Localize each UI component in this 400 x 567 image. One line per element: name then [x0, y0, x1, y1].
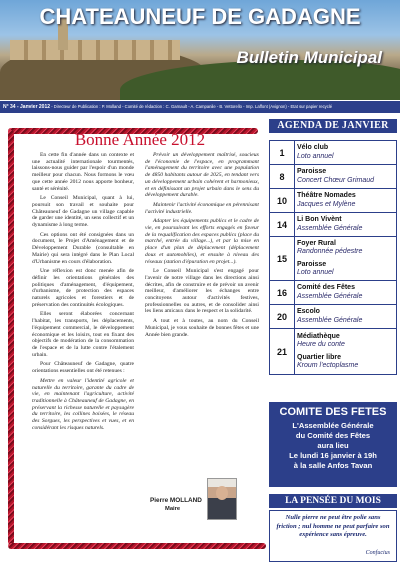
event-detail: Loto annuel [297, 152, 334, 160]
paragraph: Le Conseil Municipal s'est engagé pour l'avenir de notre village dans les directions ainsi décrites, afin de construire et de prévoir un avenir meilleur, d'améliorer les échanges entre concitoyens autour d'activités festives, professionnelles ou autres, et de consolider ainsi les liens amicaux dans le respect et la solidarité. [145, 268, 259, 315]
paragraph: Maintenir l'activité économique en pérennisant l'activité industrielle. [145, 201, 259, 215]
event-detail: Assemblée Générale [297, 224, 363, 232]
event-detail: Randonnée pédestre [297, 248, 363, 255]
agenda-day: 10 [270, 189, 295, 213]
village-houses [10, 40, 180, 60]
agenda-table [269, 140, 397, 375]
event-name: Médiathèque [297, 332, 340, 340]
agenda-title: AGENDA DE JANVIER [269, 119, 397, 133]
agenda-day: 14 [270, 213, 295, 237]
agenda-events [295, 141, 397, 165]
credits-band [0, 101, 400, 113]
mayor-photo [207, 478, 237, 520]
agenda-day: 15 [270, 237, 295, 281]
paragraph: Ces options ont été consignées dans un document, le Projet d'Aménagement et de Développement Durable (consultable en Mairie) qui sera intégré dans le Plan Local d'Urbanisme en cours d'élaboration. [32, 231, 134, 265]
agenda-events [295, 189, 397, 213]
comite-line: aura lieu [317, 441, 349, 450]
event-name: Escolo [297, 308, 320, 315]
paragraph: Pour Châteauneuf de Gadagne, quatre orientations essentielles ont été retenues : [32, 361, 134, 375]
agenda-events [295, 329, 397, 375]
event-name: Vélo club [297, 144, 329, 151]
paragraph: Prévoir un développement maîtrisé, soucieux de l'économie de l'espace, en programmant l'aménagement du territoire avec une population de 4850 habitants autour de 2025, en tendant vers un développement urbain cohérent et harmonieux, et en définissant un projet urbain dans le sens du développement durable. [145, 152, 259, 199]
agenda-row [270, 141, 397, 165]
issue-number: N° 34 - Janvier 2012 [3, 104, 51, 110]
event-detail: Assemblée Générale [297, 316, 363, 324]
paragraph: Adapter les équipements publics et le cadre de vie, en poursuivant les efforts engagés en faveur de la requalification des espaces publics (place du marché, entrée du village...), et par la mise en place d'un plan de déplacement (déplacement doux et automobiles), et ensuite à niveau des réseaux (station d'épuration en projet...). [145, 218, 259, 265]
comite-title: COMITE DES FETES [279, 406, 387, 418]
agenda-day: 21 [270, 329, 295, 375]
event-detail: Assemblée Générale [297, 292, 363, 300]
editorial-column-1 [32, 152, 134, 434]
paragraph: Une réflexion est donc menée afin de définir les orientations générales des politiques d'aménagement, d'équipement, d'urbanisme, de protection des espaces naturels agricoles et forestiers et de préservation des continuités écologiques. [32, 268, 134, 308]
page-title: CHATEAUNEUF DE GADAGNE [39, 4, 361, 29]
event-name: Paroisse [297, 260, 327, 268]
agenda-row [270, 237, 397, 281]
event-name: Paroisse [297, 168, 327, 175]
event-detail: Heure du conte [297, 341, 345, 348]
signature-name: Pierre MOLLAND [150, 497, 202, 504]
paragraph: Elles seront élaborées concernant l'habitat, les transports, les déplacements, l'équipement commercial, le développement économique et les loisirs, tout en fixant des objectifs de modération de la consommation de l'espace et de la lutte contre l'étalement urbain. [32, 311, 134, 358]
agenda-row [270, 165, 397, 189]
agenda-row [270, 329, 397, 375]
agenda-day: 1 [270, 141, 295, 165]
agenda-row [270, 305, 397, 329]
signature-role: Maire [165, 506, 181, 512]
pensee-text: Nulle pierre ne peut être polie sans friction ; nul homme ne peut parfaire son expérience sans épreuve. [276, 514, 390, 539]
credits-text: - Directeur de Publication : P. Molland - Comité de rédaction : C. Garnault - A. Campanile - B. Vettorello - Imp. Laffont (Avignon) - Etat sur papier recyclé [50, 104, 333, 109]
garland-bottom [8, 543, 266, 549]
agenda-events [295, 305, 397, 329]
agenda-events [295, 165, 397, 189]
comite-line: à la salle Anfos Tavan [293, 461, 373, 470]
comite-line: du Comité des Fêtes [295, 431, 371, 440]
event-detail: Loto annuel [297, 269, 334, 276]
garland-left [8, 130, 14, 545]
pensee-author: Confucius [365, 550, 390, 557]
paragraph: Mettre en valeur l'identité agricole et naturelle du territoire, garante du cadre de vie, en maintenant l'agriculture, activité traditionnelle à Châteauneuf de Gadagne, en préservant la richesse naturelle et paysagère du territoire, les collines boisées, le réseau des Sorgues, les perspectives et vues, et en considérant les risques naturels. [32, 377, 134, 431]
agenda-row [270, 281, 397, 305]
page-subtitle: Bulletin Municipal [236, 48, 382, 67]
agenda-day: 8 [270, 165, 295, 189]
paragraph: A tout et à toutes, au nom du Conseil Municipal, je vous souhaite de bonnes fêtes et une Année bien grande. [145, 318, 259, 338]
event-detail: Kroum l'ectoplasme [297, 362, 359, 369]
agenda-day: 20 [270, 305, 295, 329]
comite-box [269, 402, 397, 487]
event-name: Quartier libre [297, 353, 341, 361]
header-banner [0, 0, 400, 100]
event-name: Comité des Fêtes [297, 284, 355, 291]
agenda-events [295, 281, 397, 305]
pensee-box [269, 510, 397, 562]
agenda-row [270, 213, 397, 237]
agenda-events [295, 213, 397, 237]
event-detail: Concert Chœur Grimaud [297, 176, 375, 184]
event-name: Li Bon Vivènt [297, 216, 342, 223]
agenda-day: 16 [270, 281, 295, 305]
event-name: Théâtre Nomades [297, 192, 356, 199]
editorial-title: Bonne Année 2012 [74, 130, 206, 149]
paragraph: Le Conseil Municipal, quant à lui, poursuit son travail et souhaite pour Châteauneuf de Gadagne un village capable de garder une identité, un sens collectif et un dynamisme à long terme. [32, 195, 134, 229]
comite-line: Le lundi 16 janvier à 19h [289, 451, 377, 460]
agenda-events [295, 237, 397, 281]
pensee-title: LA PENSÉE DU MOIS [269, 494, 397, 508]
event-detail: Jacques et Mylène [297, 200, 356, 208]
agenda-row [270, 189, 397, 213]
editorial-column-2 [145, 152, 259, 341]
comite-line: L'Assemblée Générale [292, 421, 374, 430]
event-name: Foyer Rural [297, 239, 336, 247]
paragraph: En cette fin d'année dans un contexte et une actualité internationale tourmentés, laissons-nous guider par l'espoir d'un monde meilleur pour chacun. Nous formons le vœu que cette année 2012 nous apporte bonheur, santé et sérénité. [32, 152, 134, 192]
